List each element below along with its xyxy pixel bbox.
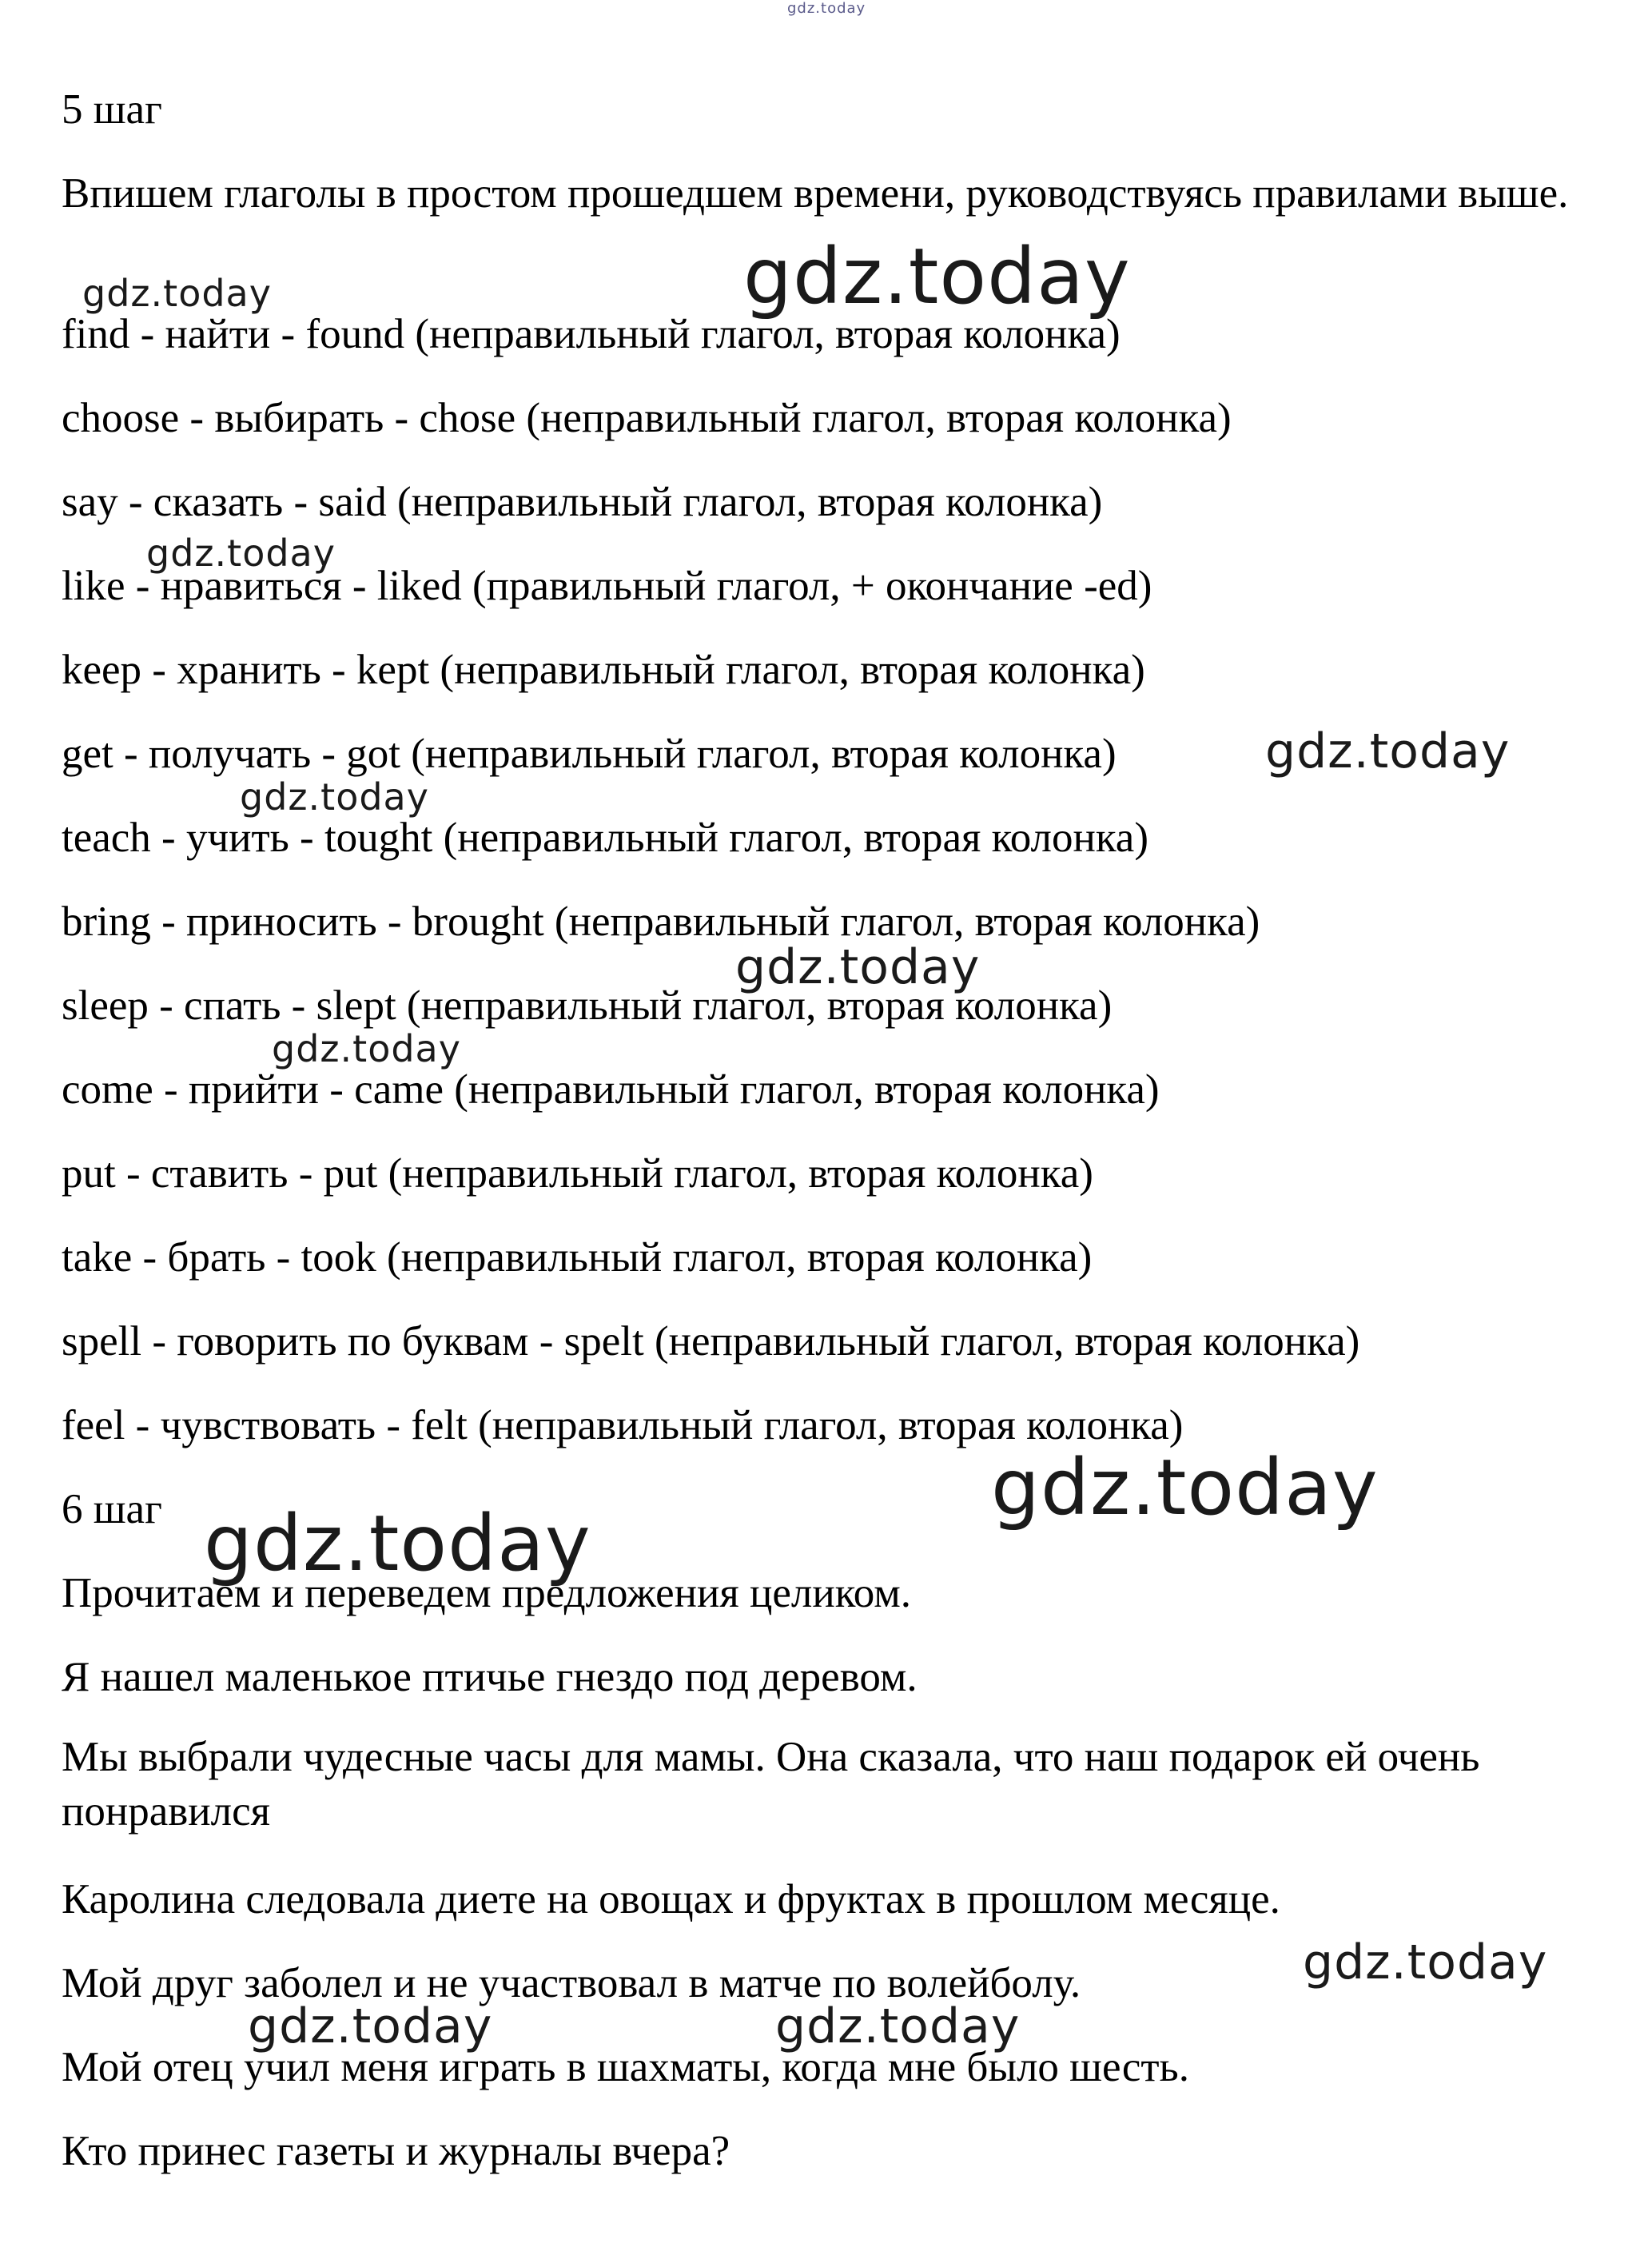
- verb-line: come - прийти - came (неправильный глагол, вторая колонка): [62, 1066, 1160, 1113]
- watermark-text: gdz.today: [248, 1998, 493, 2054]
- sentence-line: Каролина следовала диете на овощах и фруктах в прошлом месяце.: [62, 1876, 1280, 1922]
- watermark-text: gdz.today: [775, 1998, 1021, 2054]
- step5-title: 5 шаг: [62, 86, 162, 133]
- verb-line: get - получать - got (неправильный глагол, вторая колонка): [62, 731, 1117, 777]
- step6-intro: Прочитаем и переведем предложения целиком.: [62, 1570, 912, 1616]
- watermark-text: gdz.today: [272, 1027, 461, 1070]
- verb-line: choose - выбирать - chose (неправильный глагол, вторая колонка): [62, 395, 1232, 441]
- sentence-line: Кто принес газеты и журналы вчера?: [62, 2128, 730, 2174]
- sentence-line: Мы выбрали чудесные часы для мамы. Она сказала, что наш подарок ей очень понравился: [62, 1734, 1480, 1835]
- watermark-text: gdz.today: [82, 272, 272, 315]
- sentence-line: Мой друг заболел и не участвовал в матче по волейболу.: [62, 1960, 1081, 2006]
- watermark-text: gdz.today: [735, 939, 981, 995]
- verb-line: put - ставить - put (неправильный глагол, вторая колонка): [62, 1150, 1093, 1197]
- sentence-line: Я нашел маленькое птичье гнездо под деревом.: [62, 1654, 918, 1700]
- verb-line: take - брать - took (неправильный глагол, вторая колонка): [62, 1234, 1093, 1281]
- step6-title: 6 шаг: [62, 1486, 162, 1532]
- verb-line: like - нравиться - liked (правильный глагол, + окончание -ed): [62, 563, 1152, 609]
- verb-line: find - найти - found (неправильный глагол, вторая колонка): [62, 311, 1121, 357]
- watermark-text: gdz.today: [743, 232, 1131, 321]
- verb-line: sleep - спать - slept (неправильный глагол, вторая колонка): [62, 982, 1113, 1029]
- watermark-text: gdz.today: [991, 1443, 1379, 1532]
- watermark-text: gdz.today: [787, 0, 866, 17]
- verb-line: bring - приносить - brought (неправильный глагол, вторая колонка): [62, 898, 1260, 945]
- verb-line: teach - учить - tought (неправильный глагол, вторая колонка): [62, 815, 1148, 861]
- step5-intro: Впишем глаголы в простом прошедшем времени, руководствуясь правилами выше.: [62, 170, 1569, 217]
- watermark-text: gdz.today: [1303, 1934, 1548, 1990]
- verb-line: keep - хранить - kept (неправильный глагол, вторая колонка): [62, 647, 1145, 693]
- watermark-text: gdz.today: [1265, 723, 1511, 779]
- watermark-text: gdz.today: [146, 532, 336, 575]
- verb-line: feel - чувствовать - felt (неправильный глагол, вторая колонка): [62, 1402, 1184, 1448]
- verb-line: say - сказать - said (неправильный глагол, вторая колонка): [62, 479, 1103, 525]
- watermark-text: gdz.today: [240, 775, 429, 819]
- sentence-line: Мой отец учил меня играть в шахматы, когда мне было шесть.: [62, 2044, 1189, 2090]
- verb-line: spell - говорить по буквам - spelt (неправильный глагол, вторая колонка): [62, 1318, 1360, 1365]
- watermark-text: gdz.today: [204, 1499, 591, 1588]
